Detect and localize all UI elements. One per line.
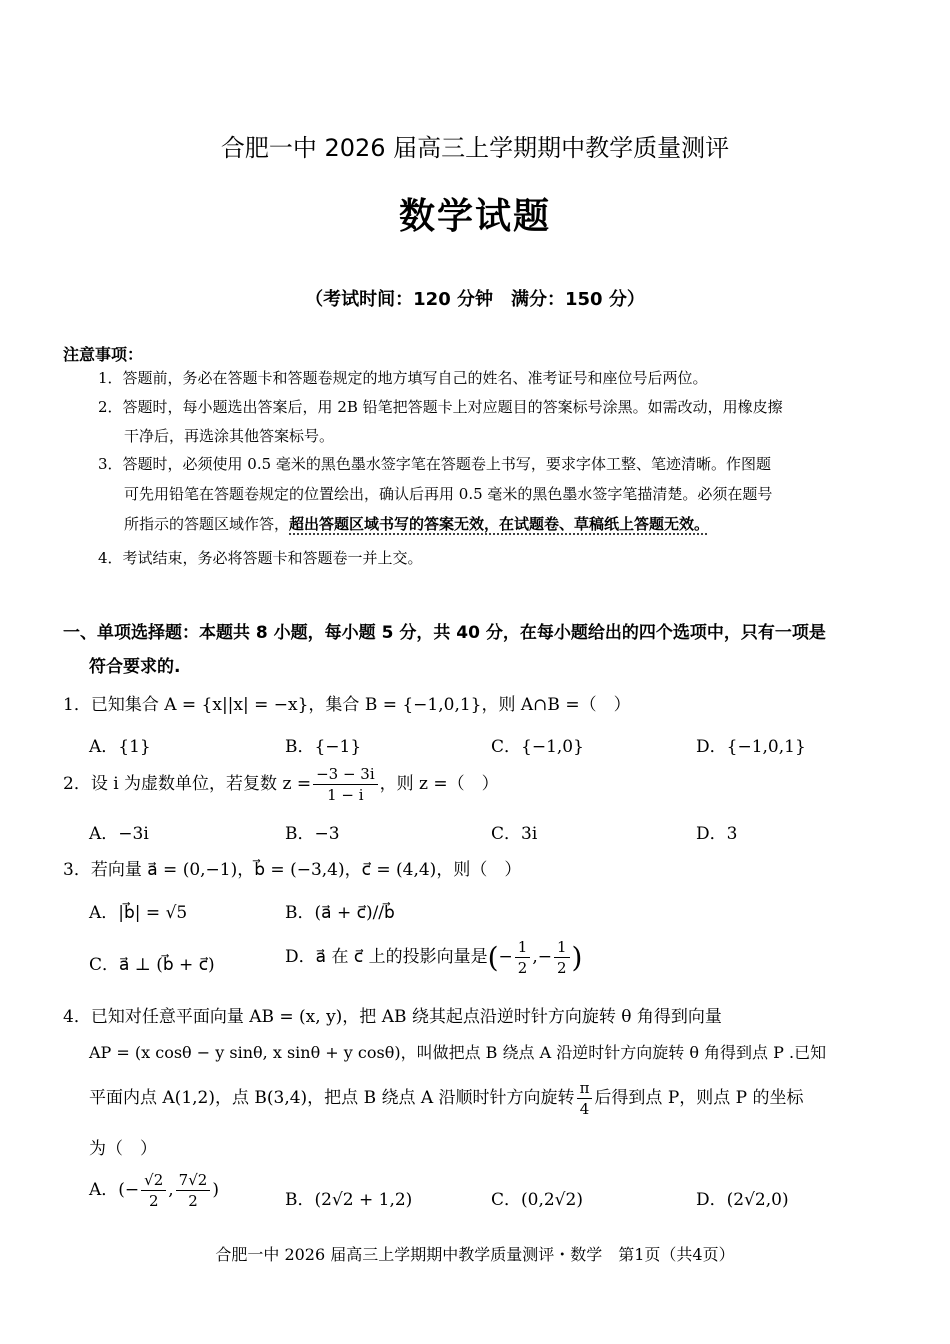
q4-line-3 bbox=[89, 1078, 804, 1119]
q1-stem: 1．已知集合 A = {x||x| = −x}，集合 B = {−1,0,1}，则 A∩B =（ ） bbox=[63, 695, 631, 715]
q3-option-c: C．a⃗ ⊥ (b⃗ + c⃗) bbox=[89, 955, 215, 975]
q3-d-frac1-den: 2 bbox=[517, 959, 528, 977]
q4-pi-den: 4 bbox=[579, 1100, 590, 1118]
q2-stem-after: ，则 z =（ ） bbox=[379, 774, 499, 794]
notice-item-1: 1．答题前，务必在答题卡和答题卷规定的地方填写自己的姓名、准考证号和座位号后两位。 bbox=[98, 369, 708, 387]
q4-option-c: C．(0,2√2) bbox=[491, 1190, 583, 1210]
q4-a-fraction-1 bbox=[141, 1170, 166, 1211]
notice-item-2-line-2: 干净后，再选涂其他答案标号。 bbox=[124, 427, 335, 445]
q1-option-a: A．{1} bbox=[89, 737, 151, 757]
q3-d-fraction-1 bbox=[515, 937, 531, 978]
notice-item-3-emphasis: 超出答题区域书写的答案无效，在试题卷、草稿纸上答题无效。 bbox=[289, 515, 710, 533]
q3-d-frac2-num: 1 bbox=[554, 937, 570, 958]
q4-a-sep: , bbox=[168, 1180, 174, 1200]
notice-item-3-line-2: 可先用铅笔在答题卷规定的位置绘出，确认后再用 0.5 毫米的黑色墨水签字笔描清楚。必须在题号 bbox=[124, 485, 773, 503]
subject-title: 数学试题 bbox=[398, 195, 551, 237]
q4-a-frac2-den: 2 bbox=[188, 1192, 198, 1210]
q4-option-b: B．(2√2 + 1,2) bbox=[285, 1190, 413, 1210]
q4-a-suffix: ) bbox=[212, 1180, 219, 1200]
q4-line-2: AP = (x cosθ − y sinθ, x sinθ + y cosθ)，叫做把点 B 绕点 A 沿逆时针方向旋转 θ 角得到点 P .已知 bbox=[89, 1043, 827, 1062]
q3-d-neg: − bbox=[498, 947, 513, 967]
q2-fraction-num: −3 − 3i bbox=[313, 764, 378, 785]
exam-info: （考试时间：120 分钟 满分：150 分） bbox=[305, 289, 645, 310]
exam-title: 合肥一中 2026 届高三上学期期中教学质量测评 bbox=[220, 134, 730, 162]
q3-stem: 3．若向量 a⃗ = (0,−1)，b⃗ = (−3,4)，c⃗ = (4,4)，则（ ） bbox=[63, 860, 522, 880]
q4-line-3-after: 后得到点 P，则点 P 的坐标 bbox=[594, 1088, 804, 1108]
q4-a-frac2-num: 7√2 bbox=[176, 1170, 211, 1191]
q3-d-frac2-den: 2 bbox=[557, 959, 567, 977]
q4-option-a bbox=[89, 1170, 219, 1211]
q4-line-4: 为（ ） bbox=[89, 1139, 157, 1159]
q2-option-a: A．−3i bbox=[89, 824, 149, 844]
notice-item-2-line-1: 2．答题时，每小题选出答案后，用 2B 铅笔把答题卡上对应题目的答案标号涂黑。如需改动，用橡皮擦 bbox=[98, 398, 783, 416]
q3-option-a: A．|b⃗| = √5 bbox=[89, 903, 188, 923]
q3-option-b: B．(a⃗ + c⃗)//b⃗ bbox=[285, 903, 395, 923]
notice-item-3-line-1: 3．答题时，必须使用 0.5 毫米的黑色墨水签字笔在答题卷上书写，要求字体工整、笔迹清晰。作图题 bbox=[98, 455, 771, 473]
q2-stem-before: 2．设 i 为虚数单位，若复数 z = bbox=[63, 774, 312, 794]
notice-item-4: 4．考试结束，务必将答题卡和答题卷一并上交。 bbox=[98, 549, 423, 567]
q2-option-c: C．3i bbox=[491, 824, 538, 844]
q2-stem bbox=[63, 764, 499, 805]
notice-item-3-line-3 bbox=[124, 512, 709, 536]
notice-heading: 注意事项： bbox=[63, 345, 144, 364]
q1-option-c: C．{−1,0} bbox=[491, 737, 584, 757]
q3-d-close-paren: ) bbox=[571, 941, 583, 974]
q4-pi-num: π bbox=[577, 1078, 593, 1099]
q3-d-fraction-2 bbox=[554, 937, 570, 978]
notice-item-3-plain: 所指示的答题区域作答， bbox=[124, 515, 290, 533]
q3-d-frac1-num: 1 bbox=[515, 937, 531, 958]
q4-a-frac1-den: 2 bbox=[148, 1192, 159, 1210]
q2-option-b: B．−3 bbox=[285, 824, 340, 844]
q4-a-prefix: A．(− bbox=[89, 1180, 140, 1200]
q4-pi-fraction bbox=[577, 1078, 593, 1119]
q2-fraction-den: 1 − i bbox=[327, 786, 364, 804]
q2-fraction bbox=[313, 764, 378, 805]
q4-line-3-before: 平面内点 A(1,2)，点 B(3,4)，把点 B 绕点 A 沿顺时针方向旋转 bbox=[89, 1088, 575, 1108]
q3-option-d-text: D．a⃗ 在 c⃗ 上的投影向量是 bbox=[285, 947, 488, 967]
page-footer: 合肥一中 2026 届高三上学期期中教学质量测评・数学 第1页（共4页） bbox=[215, 1245, 735, 1264]
q4-line-1: 4．已知对任意平面向量 AB = (x, y)，把 AB 绕其起点沿逆时针方向旋转 θ 角得到向量 bbox=[63, 1007, 722, 1027]
section-1-heading: 一、单项选择题：本题共 8 小题，每小题 5 分，共 40 分，在每小题给出的四个选项中，只有一项是 bbox=[63, 623, 826, 643]
section-1-heading-cont: 符合要求的. bbox=[89, 657, 181, 677]
q4-a-fraction-2 bbox=[176, 1170, 211, 1211]
q3-option-d bbox=[285, 937, 582, 978]
q4-option-d: D．(2√2,0) bbox=[696, 1190, 789, 1210]
q1-option-b: B．{−1} bbox=[285, 737, 362, 757]
q4-a-frac1-num: √2 bbox=[141, 1170, 166, 1191]
q1-option-d: D．{−1,0,1} bbox=[696, 737, 806, 757]
q2-option-d: D．3 bbox=[696, 824, 738, 844]
q3-d-open-paren: ( bbox=[487, 941, 499, 974]
q3-d-sep: ,− bbox=[532, 947, 552, 967]
